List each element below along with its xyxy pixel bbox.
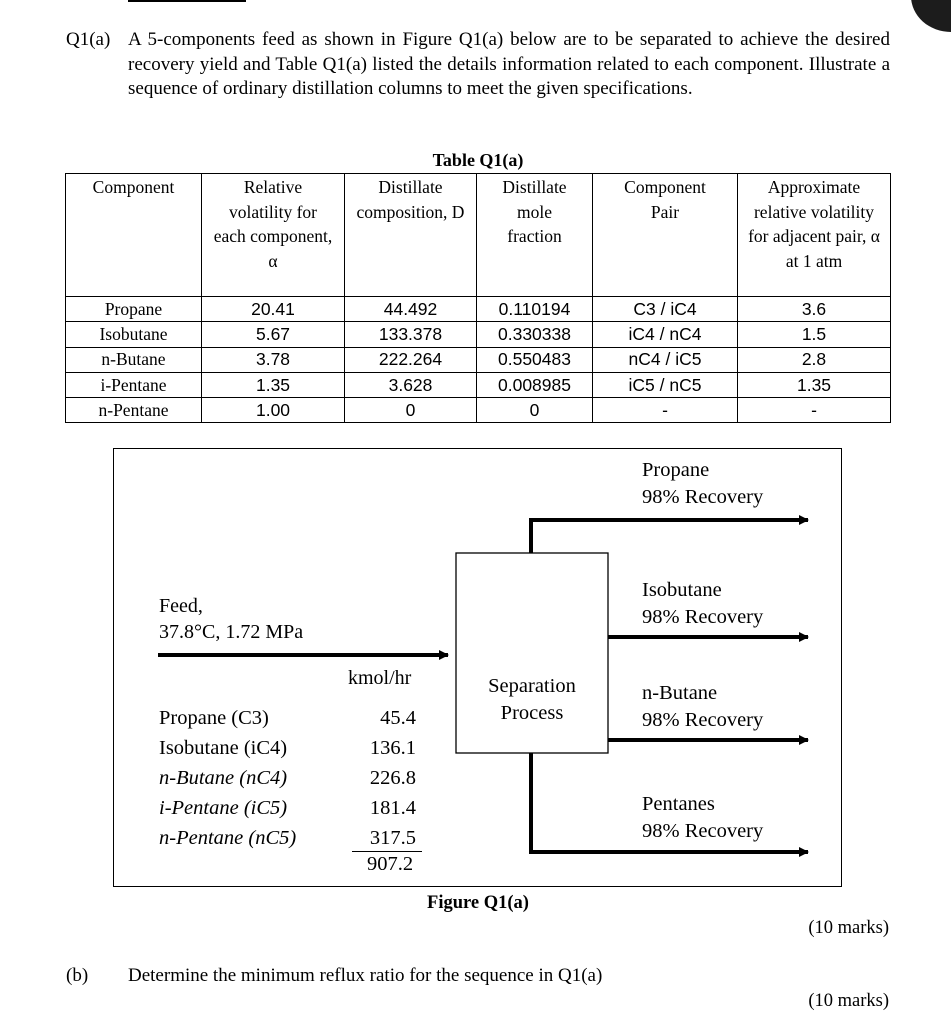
figure-caption: Figure Q1(a) — [427, 893, 529, 913]
marks-b: (10 marks) — [808, 991, 889, 1011]
header-component-pair: Component Pair — [593, 174, 738, 297]
component-name: n-Butane (nC4) — [159, 767, 288, 789]
question-b-text: Determine the minimum reflux ratio for the sequence in Q1(a) — [128, 965, 603, 986]
cell-component: Propane — [66, 297, 202, 322]
cell-adjacent-volatility: 3.6 — [738, 297, 891, 322]
component-name: n-Pentane (nC5) — [159, 827, 297, 849]
cell-component: Isobutane — [66, 322, 202, 347]
question-a-label: Q1(a) — [66, 29, 111, 50]
cell-relative-volatility: 1.35 — [202, 372, 345, 397]
cell-relative-volatility: 20.41 — [202, 297, 345, 322]
cell-adjacent-volatility: 1.35 — [738, 372, 891, 397]
header-distillate-composition: Distillate composition, D — [345, 174, 477, 297]
product-n-butane: n-Butane 98% Recovery — [642, 682, 764, 731]
product-isobutane: Isobutane 98% Recovery — [642, 579, 764, 628]
propane-outlet-arrow — [531, 520, 808, 553]
cell-relative-volatility: 5.67 — [202, 322, 345, 347]
cell-component: n-Butane — [66, 347, 202, 372]
product-pentanes: Pentanes 98% Recovery — [642, 793, 764, 842]
flow-value: 45.4 — [380, 707, 416, 729]
cell-component-pair: iC5 / nC5 — [593, 372, 738, 397]
cell-mole-fraction: 0 — [477, 398, 593, 423]
cell-component-pair: iC4 / nC4 — [593, 322, 738, 347]
cell-component: n-Pentane — [66, 398, 202, 423]
cell-component-pair: nC4 / iC5 — [593, 347, 738, 372]
cell-mole-fraction: 0.550483 — [477, 347, 593, 372]
component-name: Propane (C3) — [159, 707, 269, 729]
flow-value: 136.1 — [369, 737, 416, 759]
cell-relative-volatility: 1.00 — [202, 398, 345, 423]
header-distillate-mole-fraction: Distillate mole fraction — [477, 174, 593, 297]
flow-value: 181.4 — [369, 797, 416, 819]
component-name: Isobutane (iC4) — [159, 737, 288, 759]
cell-component-pair: - — [593, 398, 738, 423]
cell-adjacent-volatility: 2.8 — [738, 347, 891, 372]
header-component: Component — [66, 174, 202, 297]
component-list — [159, 703, 296, 853]
cell-adjacent-volatility: - — [738, 398, 891, 423]
feed-conditions: 37.8°C, 1.72 MPa — [159, 621, 304, 643]
question-a-text: A 5-components feed as shown in Figure Q1(a) below are to be separated to achieve the desired recovery yield and Table Q1(a) listed the details information related to each component. Illustrate a sequence of ordinary distillation columns to meet the given specifications. — [128, 29, 890, 99]
flow-value: 317.5 — [369, 827, 416, 849]
cell-relative-volatility: 3.78 — [202, 347, 345, 372]
flow-values — [344, 703, 434, 853]
table-caption: Table Q1(a) — [432, 150, 524, 170]
cell-distillate-composition: 44.492 — [345, 297, 477, 322]
cell-component: i-Pentane — [66, 372, 202, 397]
cell-distillate-composition: 133.378 — [345, 322, 477, 347]
product-propane: Propane 98% Recovery — [642, 459, 764, 508]
separation-process-label: Separation Process — [488, 675, 576, 724]
cell-distillate-composition: 0 — [345, 398, 477, 423]
cell-component-pair: C3 / iC4 — [593, 297, 738, 322]
flow-value: 226.8 — [369, 767, 416, 789]
cell-mole-fraction: 0.008985 — [477, 372, 593, 397]
header-relative-volatility: Relative volatility for each component, α — [202, 174, 345, 297]
cell-adjacent-volatility: 1.5 — [738, 322, 891, 347]
cell-mole-fraction: 0.330338 — [477, 322, 593, 347]
header-adjacent-volatility: Approximate relative volatility for adjacent pair, α at 1 atm — [738, 174, 891, 297]
question-b-label: (b) — [66, 965, 89, 986]
flow-total: 907.2 — [366, 853, 414, 875]
cell-mole-fraction: 0.110194 — [477, 297, 593, 322]
marks-a: (10 marks) — [808, 918, 889, 938]
units-label: kmol/hr — [348, 667, 412, 689]
cell-distillate-composition: 222.264 — [345, 347, 477, 372]
feed-label: Feed, 37.8°C, 1.72 MPa — [159, 595, 304, 643]
cell-distillate-composition: 3.628 — [345, 372, 477, 397]
component-name: i-Pentane (iC5) — [159, 797, 288, 819]
